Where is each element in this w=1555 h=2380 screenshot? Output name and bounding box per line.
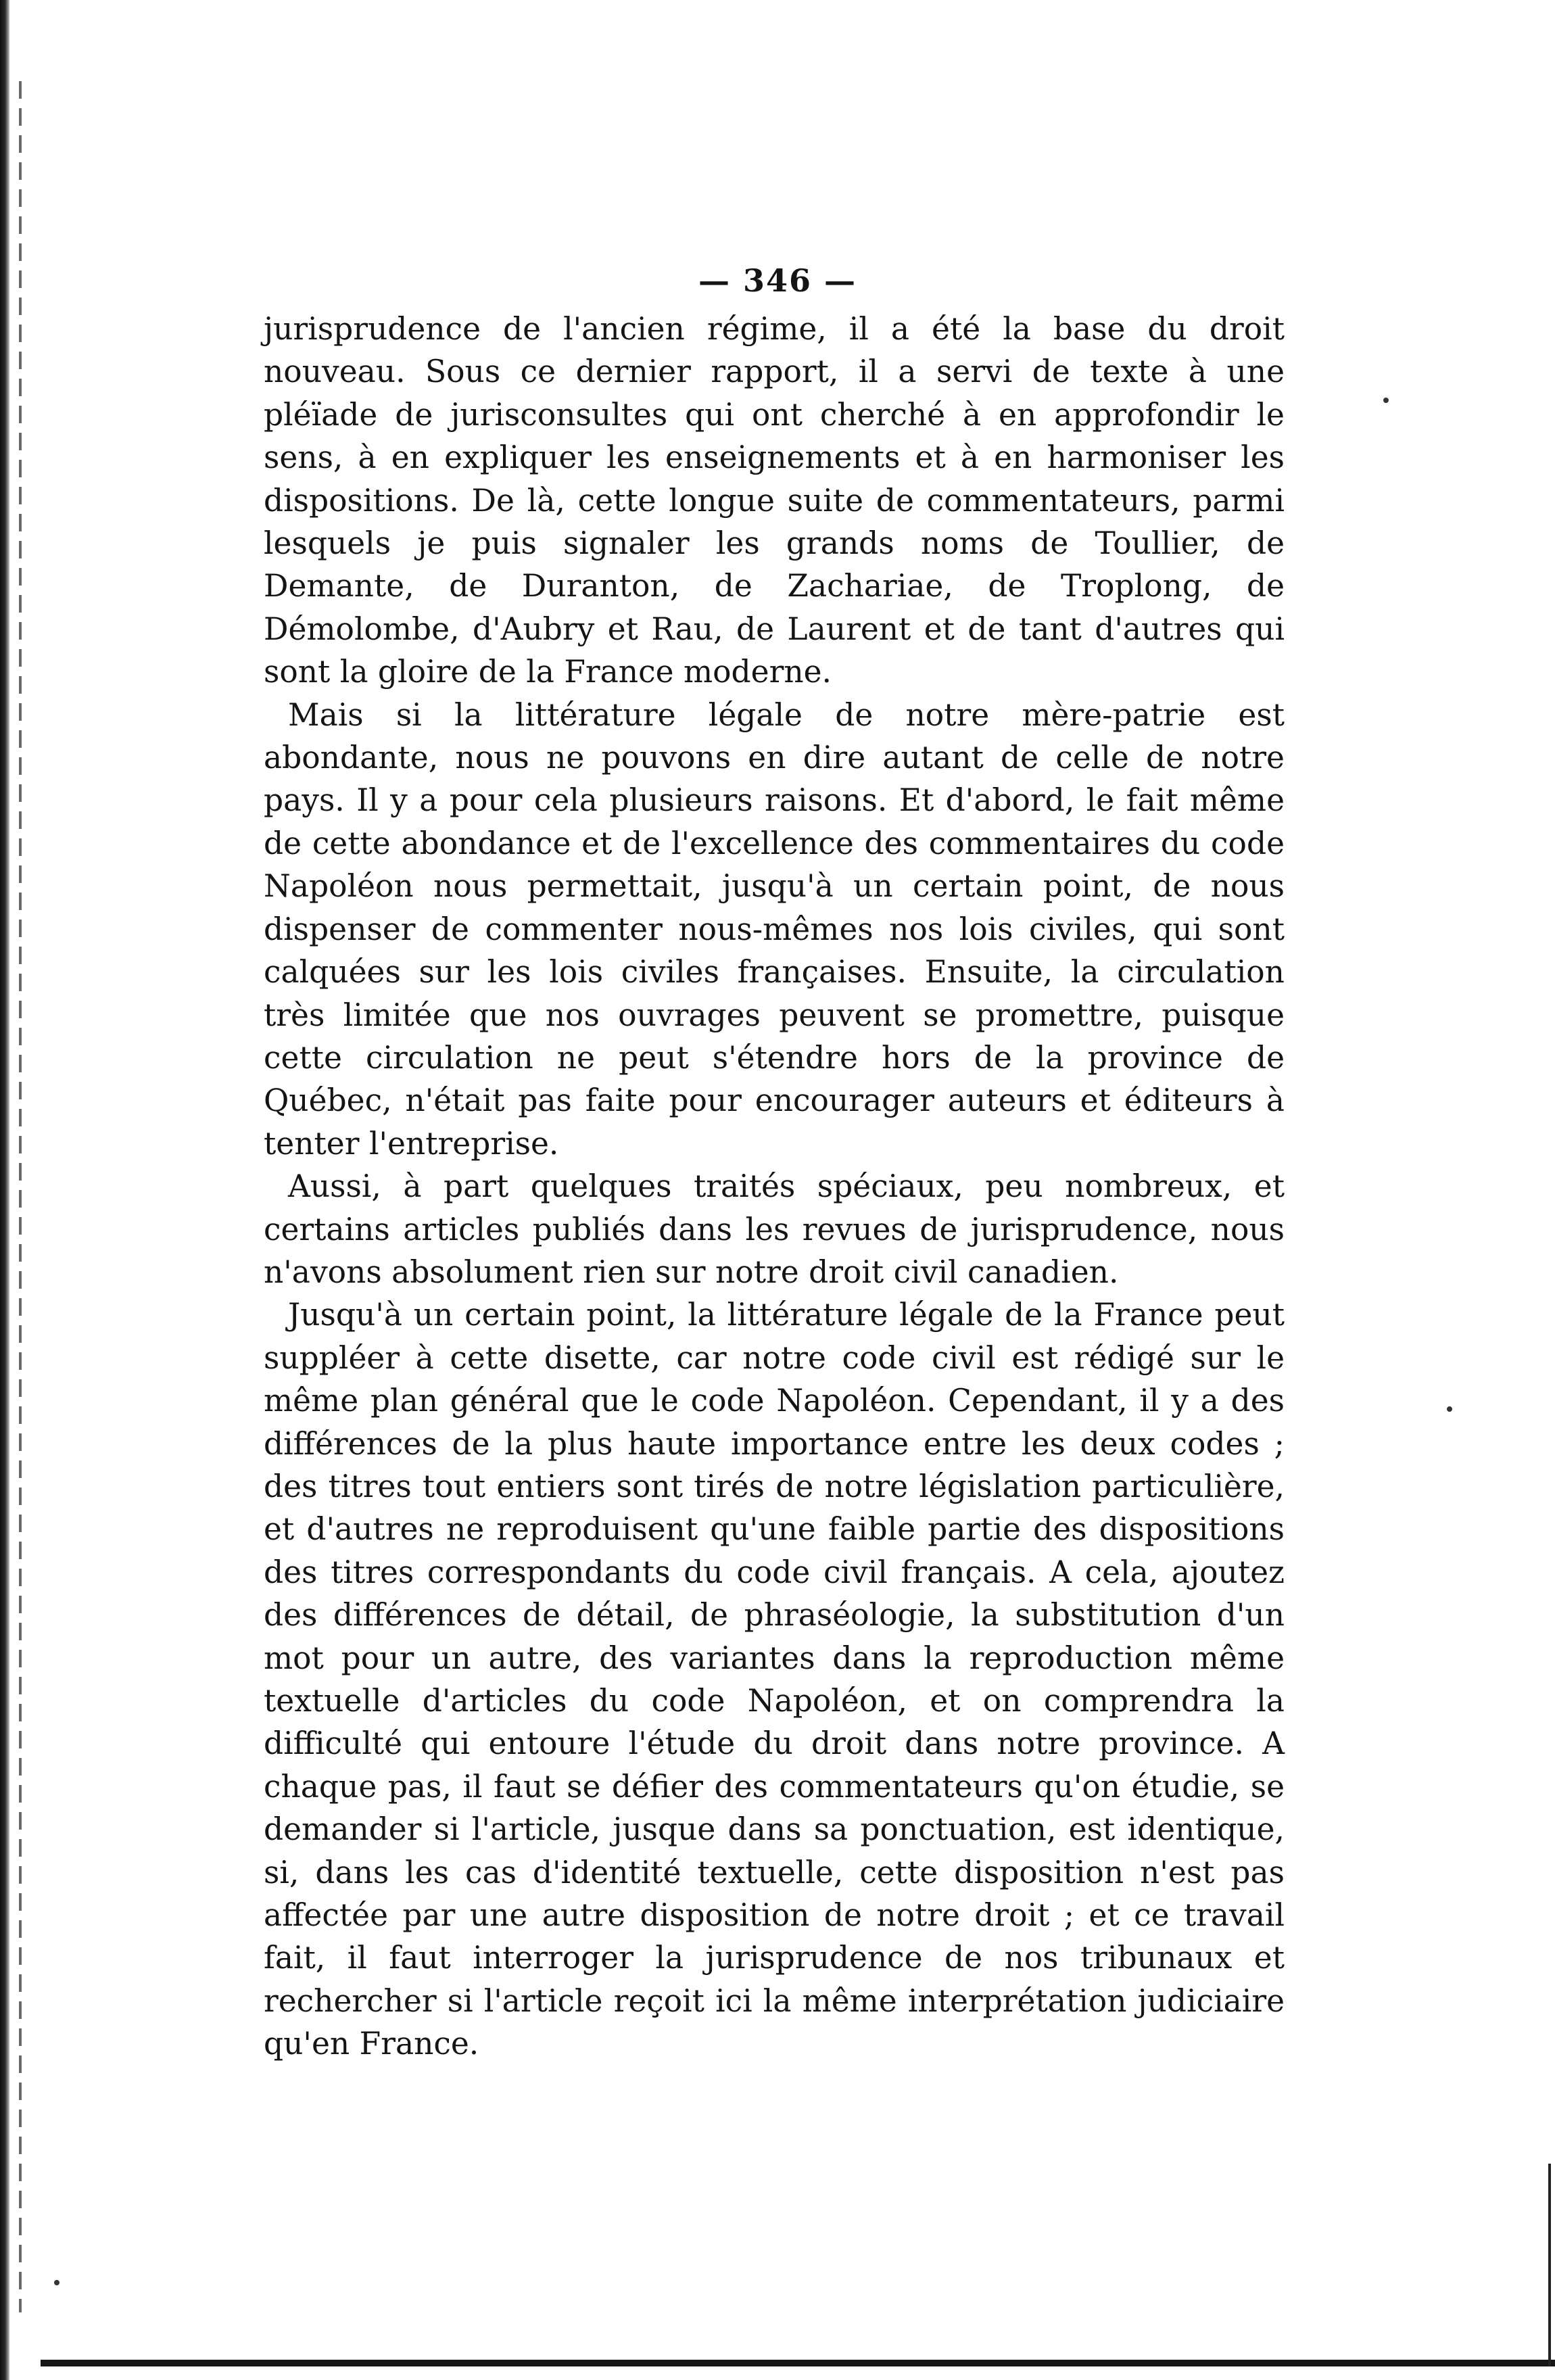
scan-right-mark (1548, 2164, 1551, 2366)
scan-speck (54, 2280, 59, 2285)
paragraph: Mais si la littérature légale de notre mère-patrie est abondante, nous ne pouvons en dire autant de celle de notre pays. Il y a pour cela plusieurs raisons. Et d'abord, le fait même de cette abondance et de l'excellence des commentaires du code Napoléon nous permettait, jusqu'à un certain point, de nous dispenser de commenter nous-mêmes nos lois civiles, qui sont calquées sur les lois civiles françaises. Ensuite, la circulation très limitée que nos ouvrages peuvent se promettre, puisque cette circulation ne peut s'étendre hors de la province de Québec, n'était pas faite pour encourager auteurs et éditeurs à tenter l'entreprise. (264, 696, 1285, 1162)
scan-speck (1447, 1406, 1452, 1412)
paragraph: Jusqu'à un certain point, la littérature légale de la France peut suppléer à cette disette, car notre code civil est rédigé sur le même plan général que le code Napoléon. Cependant, il y a des différences de la plus haute importance entre les deux codes ; des titres tout entiers sont tirés de notre législation particulière, et d'autres ne reproduisent qu'une faible partie des dispositions des titres correspondants du code civil français. A cela, ajoutez des différences de détail, de phraséologie, la substitution d'un mot pour un autre, des variantes dans la reproduction même textuelle d'articles du code Napoléon, et on comprendra la difficulté qui entoure l'étude du droit dans notre province. A chaque pas, il faut se défier des commentateurs qu'on étudie, se demander si l'article, jusque dans sa ponctuation, est identique, si, dans les cas d'identité textuelle, cette disposition n'est pas affectée par une autre disposition de notre droit ; et ce travail fait, il faut interroger la jurisprudence de nos tribunaux et rechercher si l'article reçoit ici la même interprétation judiciaire qu'en France. (264, 1297, 1285, 2062)
paragraph: Aussi, à part quelques traités spéciaux, peu nombreux, et certains articles publiés dans les revues de jurisprudence, nous n'avons absolument rien sur notre droit civil canadien. (264, 1168, 1285, 1290)
page-number: — 346 — (698, 262, 857, 299)
paragraph: jurisprudence de l'ancien régime, il a été la base du droit nouveau. Sous ce dernier rapport, il a servi de texte à une pléïade de jurisconsultes qui ont cherché à en approfondir le sens, à en expliquer les enseignements et à en harmoniser les dispositions. De là, cette longue suite de commentateurs, parmi lesquels je puis signaler les grands noms de Toullier, de Demante, de Duranton, de Zachariae, de Troplong, de Démolombe, d'Aubry et Rau, de Laurent et de tant d'autres qui sont la gloire de la France moderne. (264, 311, 1285, 690)
binding-edge (0, 0, 9, 2380)
scan-bottom-bar (41, 2360, 1555, 2366)
scan-speck (1383, 398, 1389, 403)
body-text (264, 308, 1285, 2066)
scan-margin-line (19, 81, 22, 2312)
